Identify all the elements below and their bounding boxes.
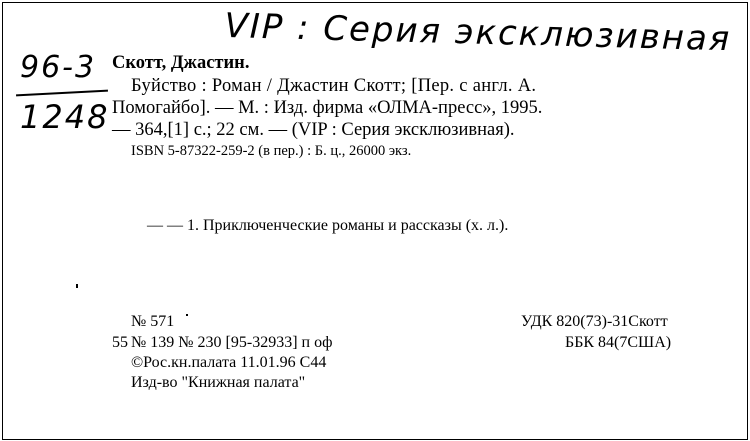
bbk-code: ББК 84(7США) xyxy=(565,334,672,351)
footer-line-2: № 139 № 230 [95-32933] п оф xyxy=(131,334,333,351)
record-line-1: Буйство : Роман / Джастин Скотт; [Пер. с англ. А. xyxy=(131,76,537,96)
scan-speck xyxy=(76,284,78,288)
isbn-line: ISBN 5-87322-259-2 (в пер.) : Б. ц., 26000 экз. xyxy=(131,143,412,159)
footer-prefix: 55 xyxy=(112,334,128,351)
footer-line-4: Изд-во "Книжная палата" xyxy=(131,374,306,391)
card-number: № 571 xyxy=(131,313,175,330)
scan-speck xyxy=(186,314,188,316)
subject-line: — — 1. Приключенческие романы и рассказы (х. л.). xyxy=(147,217,509,234)
udk-code: УДК 820(73)-31Скотт xyxy=(521,313,668,330)
handwritten-series-note: VIP : Серия эксклюзивная xyxy=(223,6,732,60)
footer-line-3: ©Рос.кн.палата 11.01.96 С44 xyxy=(131,354,327,371)
author-heading: Скотт, Джастин. xyxy=(112,53,250,73)
record-line-3: — 364,[1] с.; 22 см. — (VIP : Серия эксклюзивная). xyxy=(112,120,515,140)
record-line-2: Помогайбо]. — М. : Изд. фирма «ОЛМА-пресс», 1995. xyxy=(112,98,543,118)
handwritten-shelf-mark-bottom: 1248 xyxy=(20,98,110,136)
handwritten-shelf-mark-top: 96-3 xyxy=(20,50,97,85)
